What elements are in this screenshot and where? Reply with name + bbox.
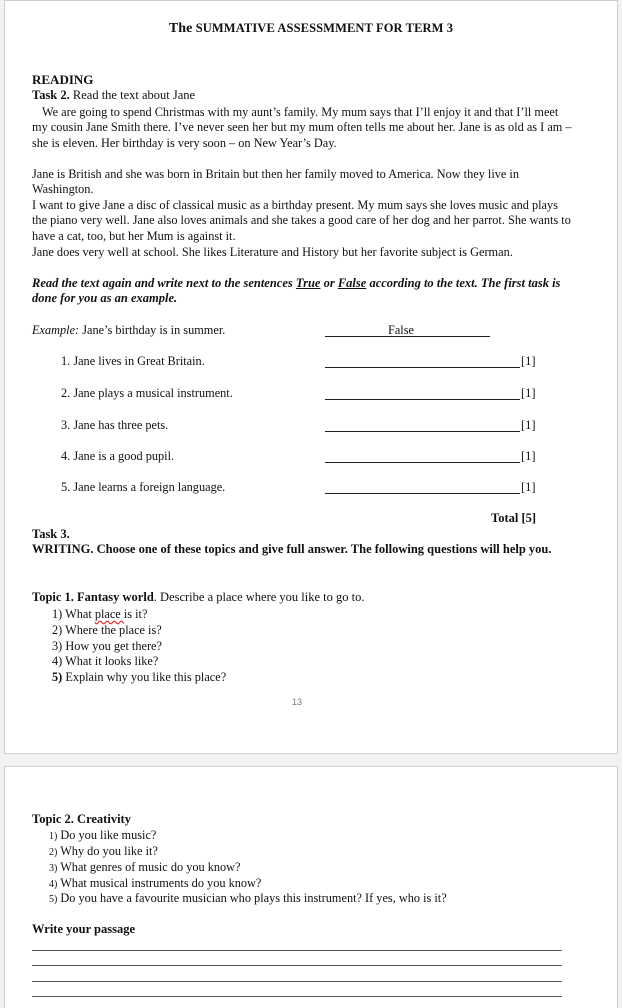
page-number: 13 xyxy=(292,697,303,707)
question-number: 3. xyxy=(61,418,71,432)
page-title xyxy=(5,21,617,37)
item-text: Explain why you like this place? xyxy=(65,670,227,684)
question-text: Jane lives in Great Britain. xyxy=(73,354,205,368)
mark-4: [1] xyxy=(521,449,536,463)
item-text: What musical instruments do you know? xyxy=(60,876,262,890)
question-text: Jane is a good pupil. xyxy=(73,449,175,463)
example-label: Example: xyxy=(32,323,80,337)
answer-line-1[interactable] xyxy=(325,367,520,368)
answer-line-2[interactable] xyxy=(325,399,520,400)
topic1-item-4 xyxy=(52,654,158,669)
title-the: The xyxy=(168,21,193,36)
answer-line-3[interactable] xyxy=(325,431,520,432)
item-text-post: is it? xyxy=(123,607,148,621)
topic2-item-3 xyxy=(49,860,241,875)
item-text: Where the place is? xyxy=(65,623,162,637)
topic2-item-5 xyxy=(49,891,447,906)
mark-1: [1] xyxy=(521,354,536,368)
item-number: 5) xyxy=(49,894,58,905)
task2-text: Read the text about Jane xyxy=(72,88,196,102)
topic2-item-4 xyxy=(49,876,261,891)
topic1-desc: . Describe a place where you like to go to. xyxy=(153,590,365,604)
topic2-item-1 xyxy=(49,828,156,843)
writing-line-3[interactable] xyxy=(32,981,562,982)
question-number: 5. xyxy=(61,480,71,494)
reading-text-p4: Jane does very well at school. She likes Literature and History but her favorite subject is German. xyxy=(32,245,513,259)
topic2-title: Topic 2. Creativity xyxy=(32,812,131,826)
task2-label: Task 2. xyxy=(32,88,70,102)
item-number: 4) xyxy=(52,654,63,668)
instruction-c: first task is done for you as an example. xyxy=(32,276,561,306)
writing-line-1[interactable] xyxy=(32,950,562,951)
question-text: Jane has three pets. xyxy=(73,418,169,432)
question-number: 1. xyxy=(61,354,71,368)
topic2-item-2 xyxy=(49,844,158,859)
topic1-title: Topic 1. Fantasy world xyxy=(32,590,154,604)
item-text: Do you like music? xyxy=(60,828,157,842)
writing-instruction: WRITING. Choose one of these topics and give full answer. The following questions will help you. xyxy=(32,542,552,556)
instruction-true: True xyxy=(295,276,321,290)
reading-text-p3: I want to give Jane a disc of classical music as a birthday present. My mum says she loves music and plays the piano very well. Jane also loves animals and she takes a good care of her dog and her parrot. She wants to have a cat, too, but her Mum is against it. xyxy=(32,198,571,243)
task2-line xyxy=(32,88,195,103)
mark-2: [1] xyxy=(521,386,536,400)
item-text: What genres of music do you know? xyxy=(60,860,241,874)
item-number: 2) xyxy=(52,623,63,637)
instruction-or: or xyxy=(323,276,335,290)
page-2 xyxy=(4,766,618,1008)
topic1-item-2 xyxy=(52,623,162,638)
item-number: 1) xyxy=(49,831,58,842)
question-number: 4. xyxy=(61,449,71,463)
question-2 xyxy=(61,386,233,401)
reading-text-p2: Jane is British and she was born in Britain but then her family moved to America. Now they live in Washington. xyxy=(32,167,519,197)
item-number: 4) xyxy=(49,879,58,890)
example-row xyxy=(32,323,225,338)
question-5 xyxy=(61,480,225,495)
question-text: Jane learns a foreign language. xyxy=(73,480,226,494)
instruction-b: according to the text. The xyxy=(369,276,502,290)
item-text: What it looks like? xyxy=(65,654,159,668)
mark-3: [1] xyxy=(521,418,536,432)
total-score: Total [5] xyxy=(491,511,537,525)
item-text: Do you have a favourite musician who plays this instrument? If yes, who is it? xyxy=(60,891,447,905)
question-text: Jane plays a musical instrument. xyxy=(73,386,233,400)
item-text: How you get there? xyxy=(65,639,162,653)
reading-text-p1: We are going to spend Christmas with my aunt’s family. My mum says that I’ll enjoy it and that I’ll meet my cousin Jane Smith there. I’ve never seen her but my mum often tells me about her. Jane is as old as I am – she is eleven. Her birthday is very soon – on New Year’s Day. xyxy=(32,105,572,150)
example-sentence: Jane’s birthday is in summer. xyxy=(82,323,226,337)
answer-line-4[interactable] xyxy=(325,462,520,463)
question-1 xyxy=(61,354,205,369)
question-number: 2. xyxy=(61,386,71,400)
item-number: 5) xyxy=(52,670,63,684)
item-number: 2) xyxy=(49,847,58,858)
title-text: SUMMATIVE ASSESSMMENT FOR TERM 3 xyxy=(195,21,454,35)
topic1-item-3 xyxy=(52,639,162,654)
example-answer: False xyxy=(388,323,414,337)
page-1 xyxy=(4,0,618,754)
item-text-pre: What xyxy=(65,607,95,621)
topic1-item-5 xyxy=(52,670,226,685)
answer-line-5[interactable] xyxy=(325,493,520,494)
writing-line-4[interactable] xyxy=(32,996,562,997)
item-number: 3) xyxy=(52,639,63,653)
task3-label: Task 3. xyxy=(32,527,70,541)
mark-5: [1] xyxy=(521,480,536,494)
item-text: Why do you like it? xyxy=(60,844,158,858)
question-3 xyxy=(61,418,168,433)
item-number: 1) xyxy=(52,607,63,621)
write-passage-label: Write your passage xyxy=(32,922,136,936)
reading-instruction xyxy=(32,276,572,307)
question-4 xyxy=(61,449,174,464)
item-text-wavy: place xyxy=(94,607,124,621)
instruction-false: False xyxy=(337,276,367,290)
instruction-a: Read the text again and write next to the sentences xyxy=(32,276,293,290)
example-answer-line xyxy=(325,336,490,337)
topic1-line xyxy=(32,590,364,605)
topic1-item-1 xyxy=(52,607,147,622)
reading-heading: READING xyxy=(32,72,94,87)
writing-line-2[interactable] xyxy=(32,965,562,966)
item-number: 3) xyxy=(49,863,58,874)
